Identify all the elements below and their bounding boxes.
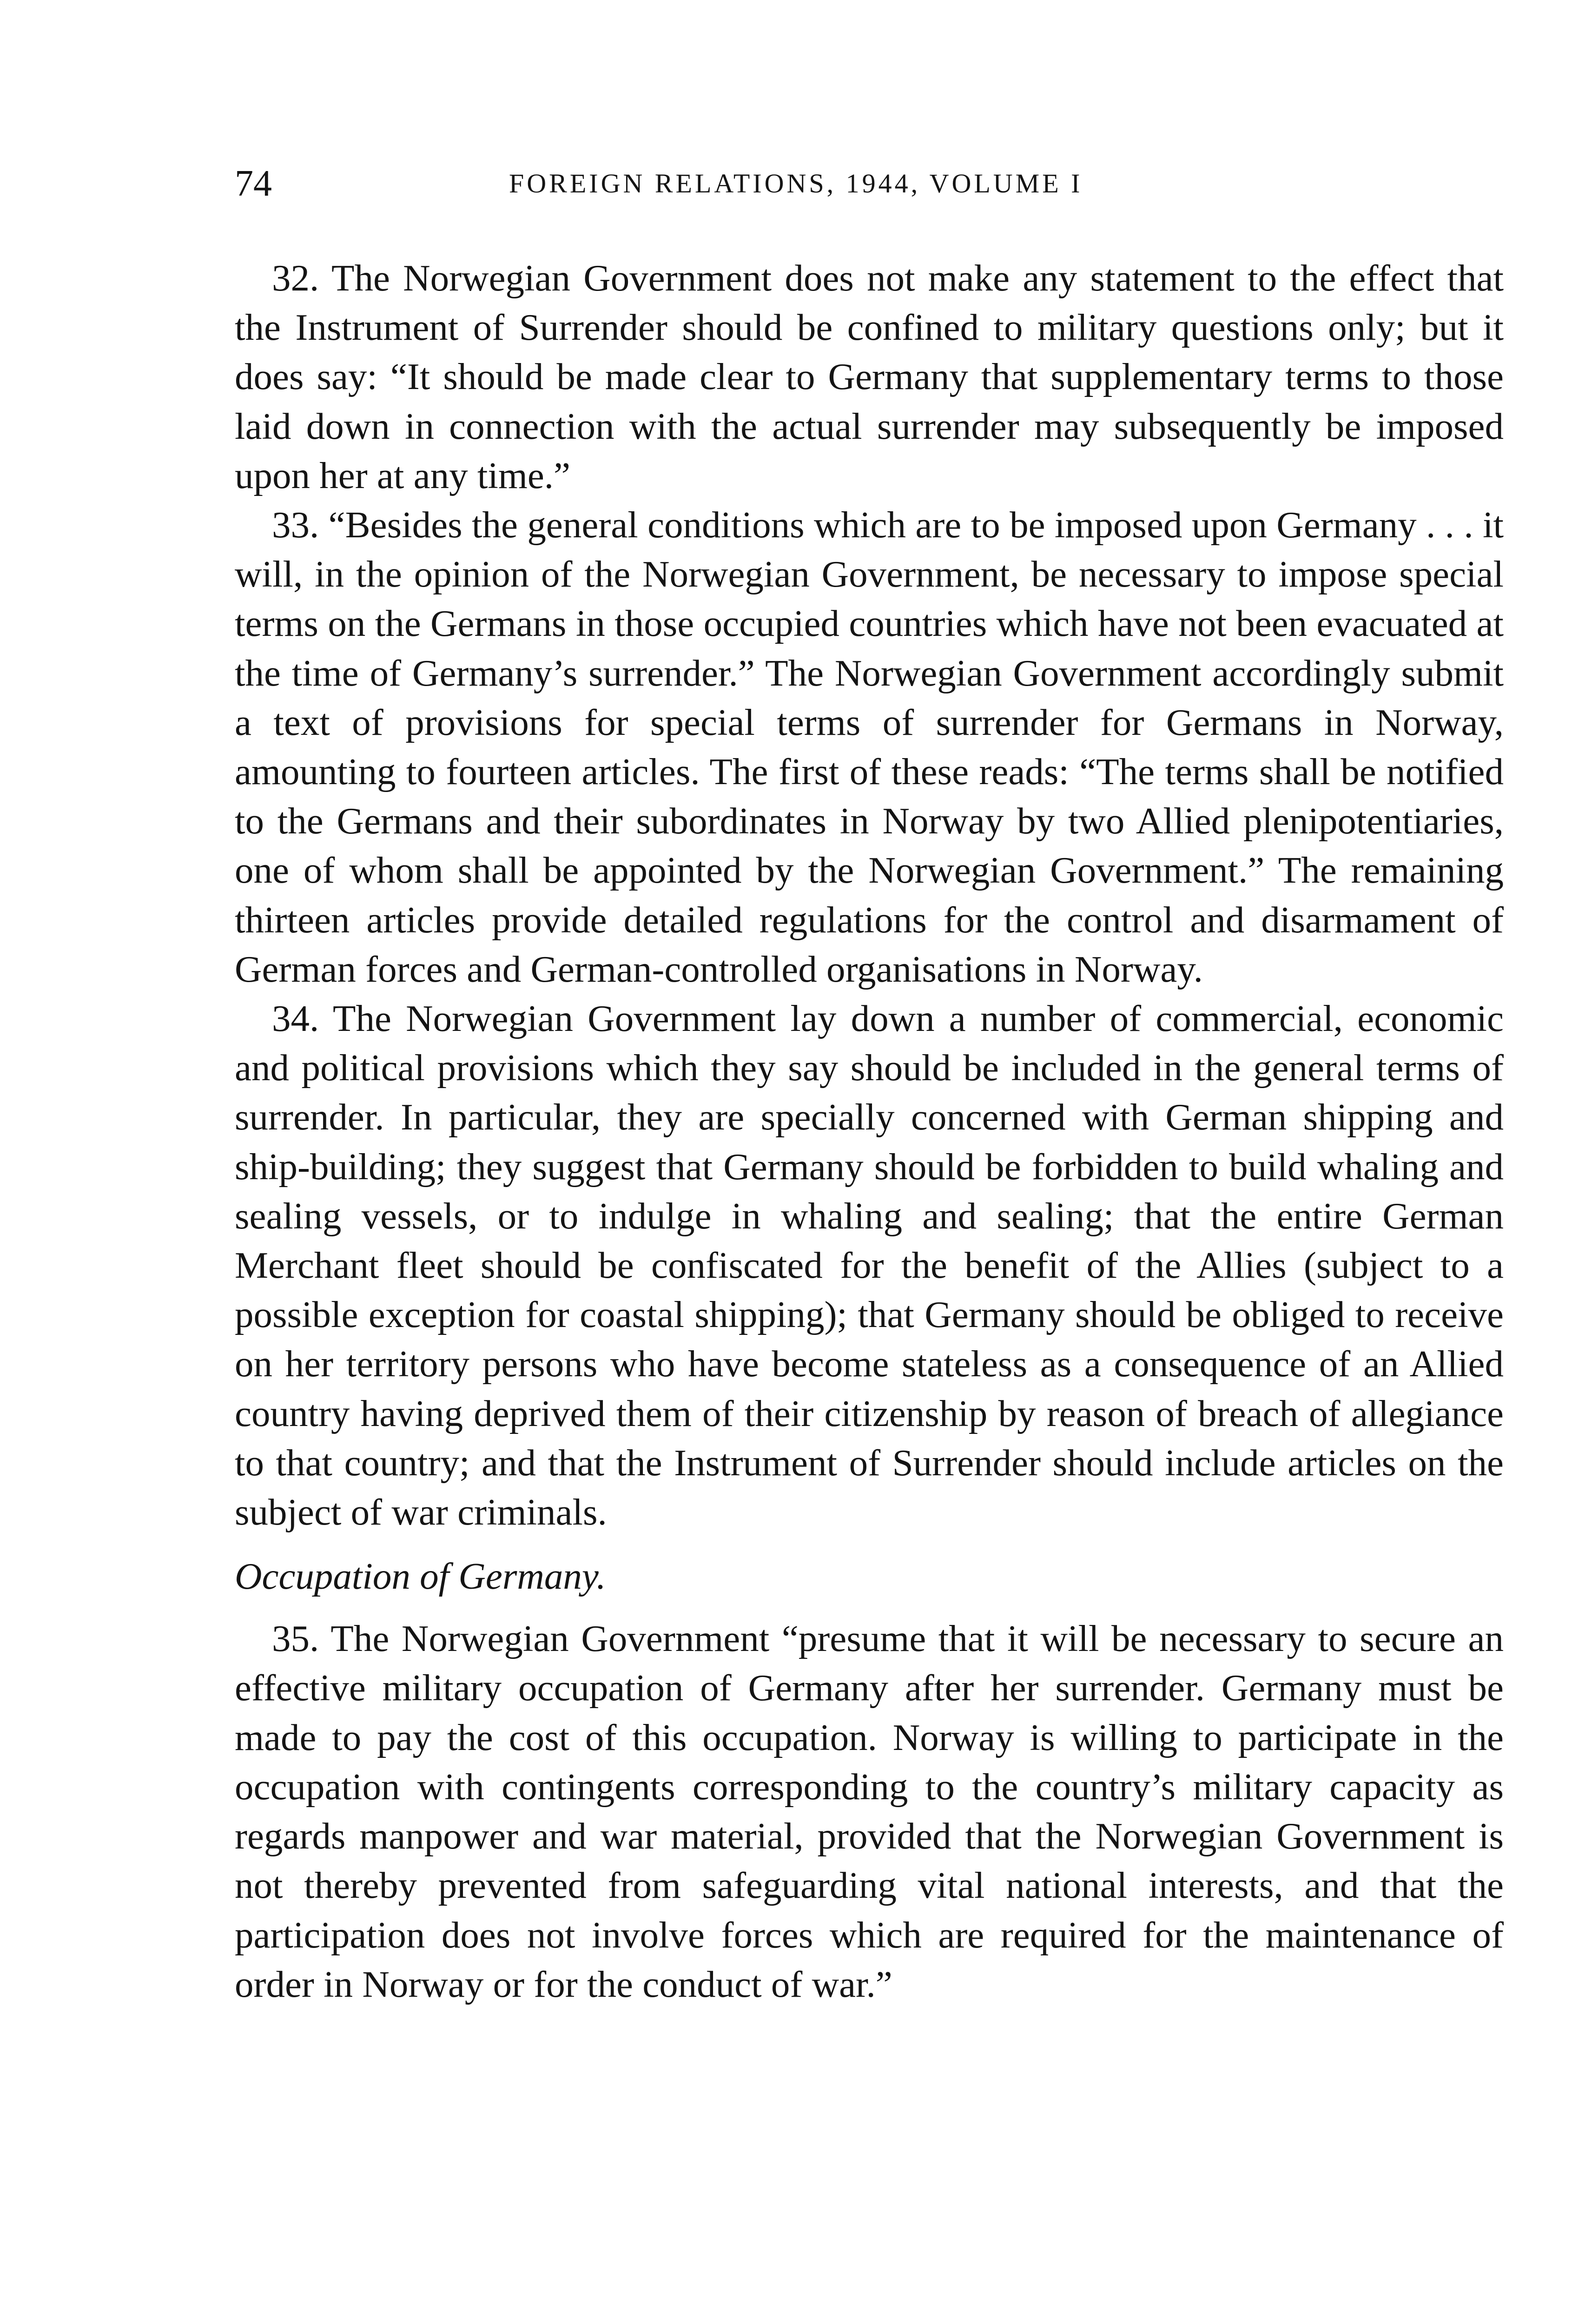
paragraph-32: 32. The Norwegian Government does not make any statement to the effect that the Instrument of Surrender should be confined to military questions only; but it does say: “It should be made clear to Germany that supplementary terms to those laid down in connection with the actual surrender may subsequently be imposed upon her at any time.” bbox=[235, 257, 1504, 496]
section-heading-occupation: Occupation of Germany. bbox=[235, 1555, 606, 1598]
running-head: FOREIGN RELATIONS, 1944, VOLUME I bbox=[509, 168, 1083, 198]
body-text bbox=[235, 253, 1504, 2009]
paragraph-35: 35. The Norwegian Government “presume that it will be necessary to secure an effective military occupation of Germany after her surrender. Germany must be made to pay the cost of this occupation. Norway is willing to participate in the occupation with contingents corresponding to the country’s military capacity as regards manpower and war material, provided that the Norwegian Government is not thereby prevented from safeguarding vital national interests, and that the participation does not involve forces which are required for the maintenance of order in Norway or for the conduct of war.” bbox=[235, 1618, 1504, 2005]
page-header bbox=[235, 158, 1504, 209]
paragraph-33: 33. “Besides the general conditions which are to be imposed upon Germany . . . it will, in the opinion of the Norwegian Government, be necessary to impose special terms on the Germans in those occupied countries which have not been evacuated at the time of Germany’s surrender.” The Norwegian Government accordingly submit a text of provisions for special terms of surrender for Germans in Norway, amounting to fourteen articles. The first of these reads: “The terms shall be notified to the Germans and their subordinates in Norway by two Allied plenipotentiaries, one of whom shall be appointed by the Norwegian Government.” The remaining thirteen articles provide detailed regulations for the control and disarmament of German forces and German-controlled organisations in Norway. bbox=[235, 504, 1504, 990]
page-number: 74 bbox=[235, 163, 272, 204]
document-page bbox=[235, 158, 1504, 2009]
paragraph-34: 34. The Norwegian Government lay down a number of commercial, economic and political provisions which they say should be included in the general terms of surrender. In particular, they are specially concerned with German shipping and ship-building; they suggest that Germany should be forbidden to build whaling and sealing vessels, or to indulge in whaling and sealing; that the entire German Merchant fleet should be confiscated for the benefit of the Allies (subject to a possible exception for coastal shipping); that Germany should be obliged to receive on her territory persons who have become stateless as a consequence of an Allied country having deprived them of their citizenship by reason of breach of allegiance to that country; and that the Instrument of Surrender should include articles on the subject of war criminals. bbox=[235, 997, 1504, 1533]
